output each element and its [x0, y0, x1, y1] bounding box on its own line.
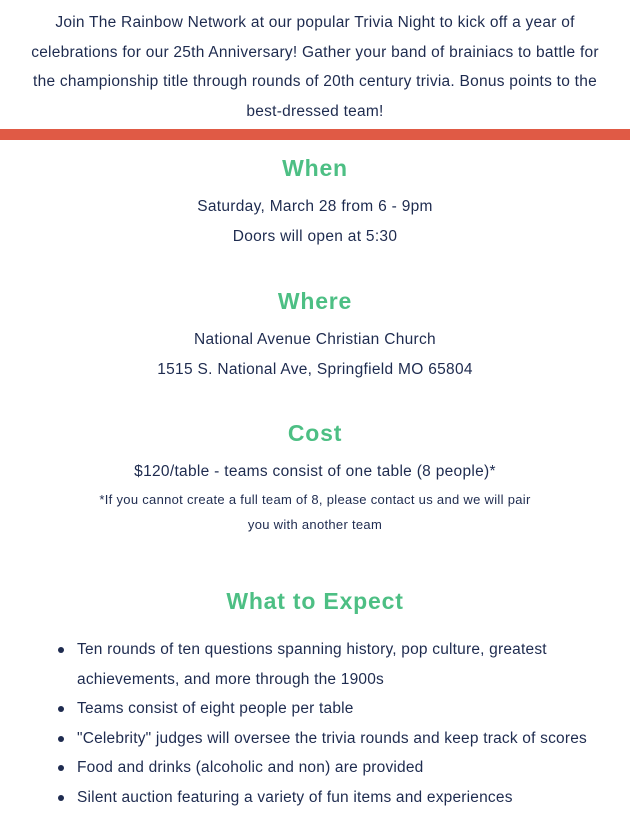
list-item-text: Silent auction featuring a variety of fun items and experiences	[77, 788, 513, 806]
bullet-icon	[58, 736, 64, 742]
list-item	[55, 694, 617, 724]
expect-list	[55, 635, 617, 812]
bullet-icon	[58, 795, 64, 801]
when-heading: When	[282, 155, 348, 181]
where-venue: National Avenue Christian Church	[194, 331, 436, 348]
list-item-text: Teams consist of eight people per table	[77, 700, 354, 717]
list-item-text: "Celebrity" judges will oversee the trivia rounds and keep track of scores	[77, 729, 587, 747]
where-heading: Where	[277, 288, 353, 314]
bullet-icon	[58, 765, 64, 771]
list-item	[55, 753, 617, 783]
intro-paragraph: Join The Rainbow Network at our popular Trivia Night to kick off a year of celebrations for our 25th Anniversary! Gather your band of brainiacs to battle for the championship title through rounds of 20th century trivia. Bonus points to the best-dressed team!	[31, 14, 599, 120]
cost-note-line-1: *If you cannot create a full team of 8, please contact us and we will pair	[99, 492, 531, 507]
when-doors: Doors will open at 5:30	[232, 228, 398, 245]
list-item	[55, 635, 617, 694]
expect-heading: What to Expect	[226, 588, 404, 614]
section-divider	[0, 129, 630, 140]
when-date: Saturday, March 28 from 6 - 9pm	[197, 198, 433, 215]
cost-heading: Cost	[287, 420, 343, 446]
list-item-text: Ten rounds of ten questions spanning history, pop culture, greatest achievements, and more through the 1900s	[77, 641, 547, 688]
list-item	[55, 724, 617, 754]
list-item-text: Food and drinks (alcoholic and non) are provided	[77, 759, 424, 776]
list-item	[55, 783, 617, 813]
cost-note-line-2: you with another team	[247, 517, 383, 532]
cost-price: $120/table - teams consist of one table (8 people)*	[134, 463, 496, 480]
bullet-icon	[58, 706, 64, 712]
bullet-icon	[58, 647, 64, 653]
where-address: 1515 S. National Ave, Springfield MO 65804	[157, 361, 473, 378]
